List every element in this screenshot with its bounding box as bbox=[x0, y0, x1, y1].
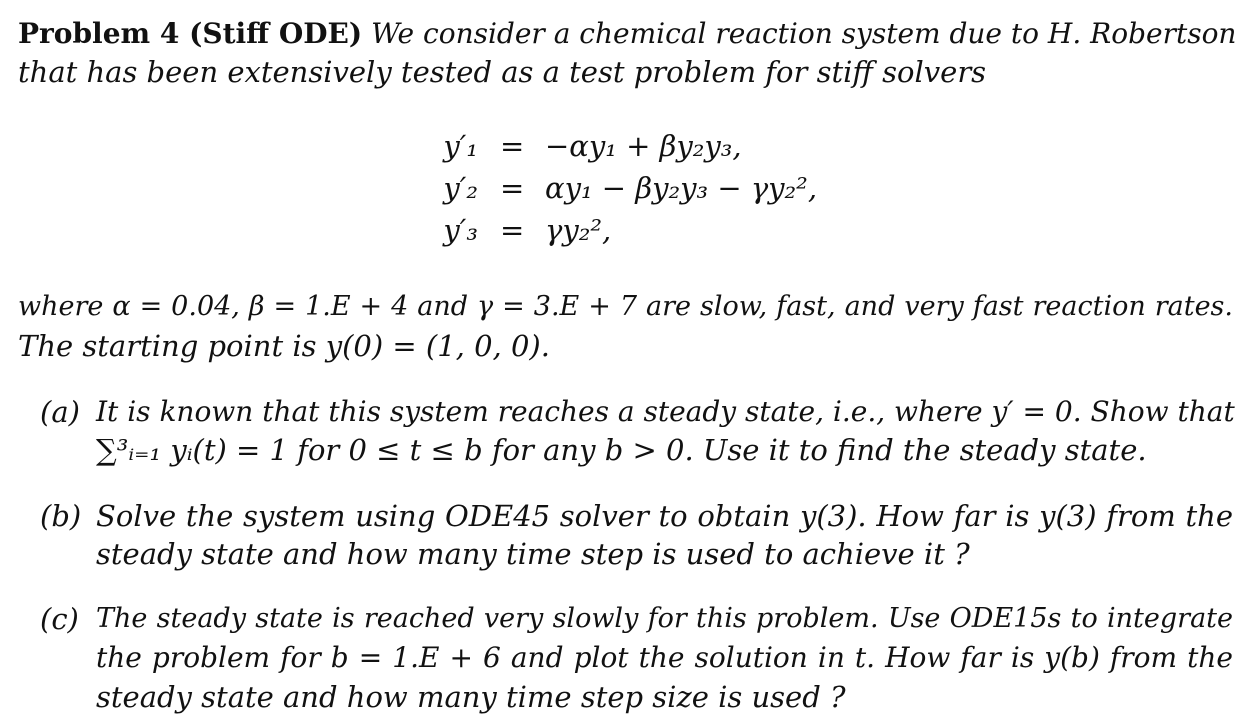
part-b-line-2: steady state and how many time step is used to achieve it ? bbox=[96, 537, 970, 571]
equation-rhs: αy₁ − βy₂y₃ − γy₂², bbox=[545, 171, 818, 205]
part-b-line-1: Solve the system using ODE45 solver to obtain y(3). How far is y(3) from the bbox=[96, 499, 1233, 533]
equation-3 bbox=[0, 212, 1255, 252]
part-a-line-1: It is known that this system reaches a steady state, i.e., where y′ = 0. Show that bbox=[96, 395, 1235, 428]
equation-sign: = bbox=[500, 129, 525, 163]
parameters-line-1: where α = 0.04, β = 1.E + 4 and γ = 3.E + 7 are slow, fast, and very fast reaction rates. bbox=[18, 291, 1233, 322]
equation-sign: = bbox=[500, 171, 525, 205]
problem-intro-line-2: that has been extensively tested as a test problem for stiff solvers bbox=[18, 55, 987, 89]
parameters-line-2: The starting point is y(0) = (1, 0, 0). bbox=[18, 329, 550, 363]
part-b-label: (b) bbox=[40, 499, 82, 533]
part-a-line-2: ∑³ᵢ₌₁ yᵢ(t) = 1 for 0 ≤ t ≤ b for any b > 0. Use it to find the steady state. bbox=[96, 433, 1147, 467]
part-c-line-2: the problem for b = 1.E + 6 and plot the solution in t. How far is y(b) from the bbox=[96, 641, 1233, 674]
part-c-line-1: The steady state is reached very slowly for this problem. Use ODE15s to integrate bbox=[96, 603, 1233, 634]
equation-rhs: −αy₁ + βy₂y₃, bbox=[545, 129, 742, 163]
equation-2 bbox=[0, 170, 1255, 210]
equation-lhs: y′₁ bbox=[443, 129, 478, 163]
equation-lhs: y′₃ bbox=[443, 213, 478, 247]
part-a-label: (a) bbox=[40, 395, 80, 429]
equation-rhs: γy₂², bbox=[545, 213, 612, 247]
part-c-label: (c) bbox=[40, 602, 79, 636]
equation-lhs: y′₂ bbox=[443, 171, 478, 205]
problem-heading: Problem 4 (Stiff ODE) bbox=[18, 17, 363, 50]
intro-text-1: We consider a chemical reaction system due to H. Robertson bbox=[371, 17, 1237, 50]
equation-1 bbox=[0, 128, 1255, 168]
equation-sign: = bbox=[500, 213, 525, 247]
problem-intro-line-1 bbox=[18, 16, 1237, 52]
part-c-line-3: steady state and how many time step size is used ? bbox=[96, 680, 846, 714]
